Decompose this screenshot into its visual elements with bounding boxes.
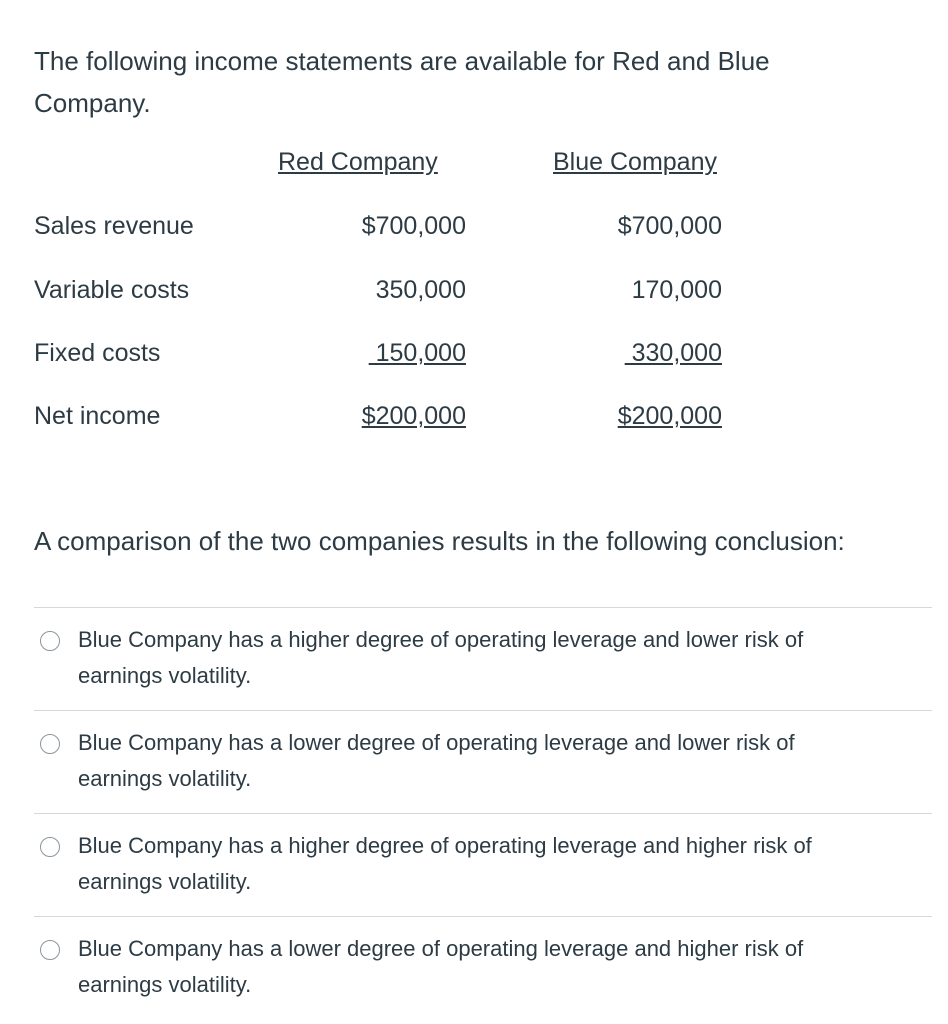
row-label: Net income [34,402,161,430]
answer-option-4[interactable] [34,916,932,1019]
row-label: Fixed costs [34,339,161,367]
row-fixed-costs [34,339,794,375]
row-label: Variable costs [34,276,190,304]
blue-fixed-costs-value: 330,000 [624,339,722,367]
blue-sales-revenue-value: $700,000 [617,212,722,240]
answer-option-text[interactable]: Blue Company has a higher degree of operating leverage and higher risk of earnings volatility. [78,833,812,894]
row-variable-costs [34,276,794,312]
answer-option-3[interactable] [34,813,932,916]
answer-option-1[interactable] [34,607,932,710]
blue-variable-costs-value: 170,000 [631,276,722,304]
answer-option-2[interactable] [34,710,932,813]
radio-button[interactable] [40,631,60,651]
row-label: Sales revenue [34,212,194,240]
red-net-income-value: $200,000 [361,402,466,430]
red-variable-costs-value: 350,000 [375,276,466,304]
red-fixed-costs-value: 150,000 [368,339,466,367]
column-header-red-company: Red Company [278,148,438,176]
row-net-income [34,402,794,438]
answer-option-text[interactable]: Blue Company has a lower degree of operating leverage and higher risk of earnings volatility. [78,936,804,997]
answer-option-text[interactable]: Blue Company has a lower degree of operating leverage and lower risk of earnings volatility. [78,730,795,791]
question-prompt: A comparison of the two companies results in the following conclusion: [34,526,845,556]
column-header-blue-company: Blue Company [553,148,717,176]
red-sales-revenue-value: $700,000 [361,212,466,240]
answer-option-text[interactable]: Blue Company has a higher degree of operating leverage and lower risk of earnings volatility. [78,627,804,688]
row-sales-revenue [34,212,794,248]
blue-net-income-value: $200,000 [617,402,722,430]
question-intro: The following income statements are available for Red and Blue Company. [34,46,770,118]
answer-options [34,607,932,1019]
income-statement-table [34,140,794,440]
radio-button[interactable] [40,940,60,960]
radio-button[interactable] [40,734,60,754]
radio-button[interactable] [40,837,60,857]
